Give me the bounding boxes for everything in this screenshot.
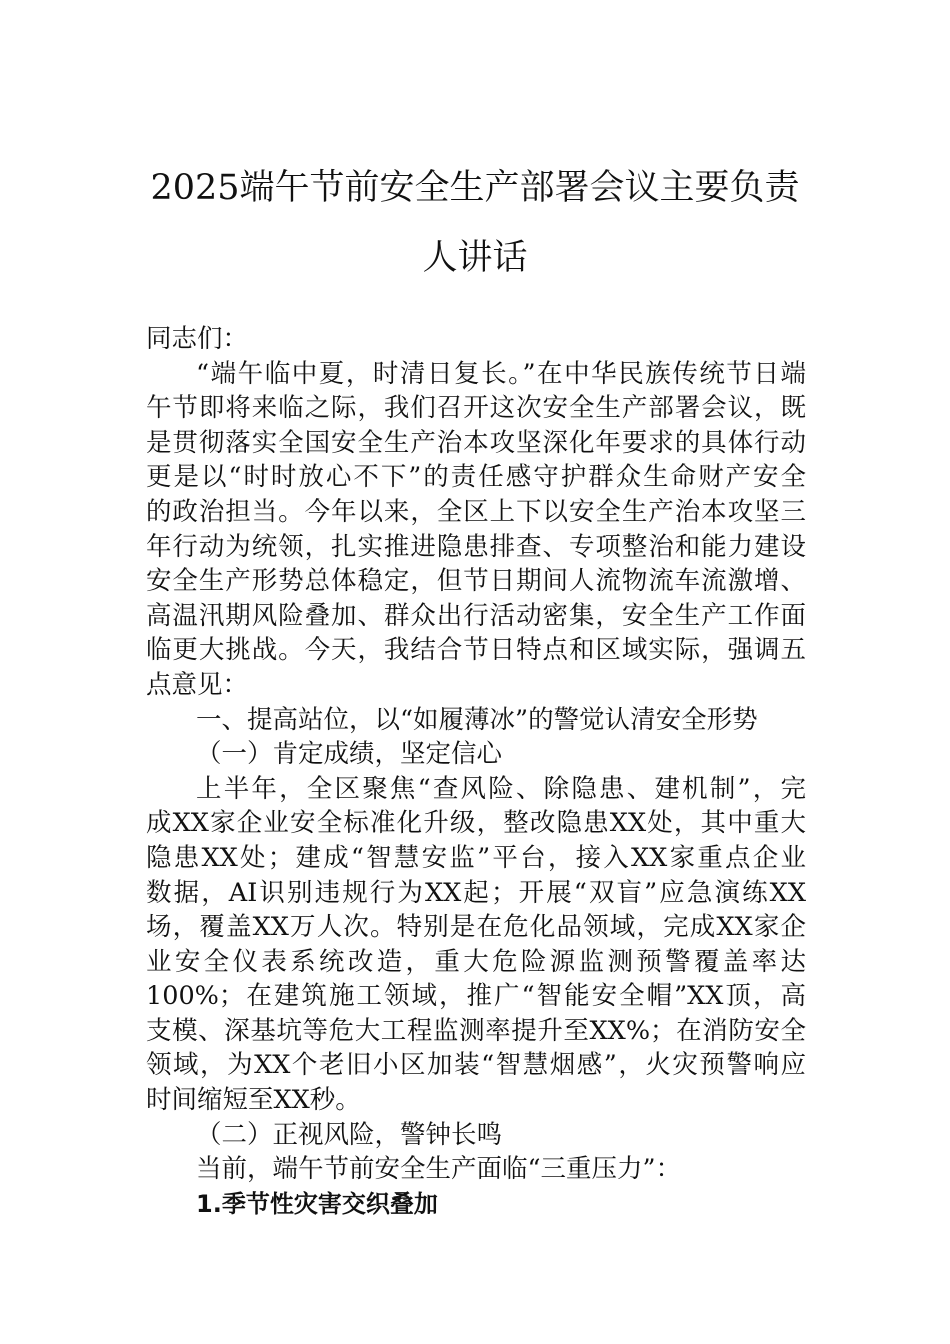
body-text-line: 年行动为统领，扎实推进隐患排查、专项整治和能力建设 xyxy=(146,531,806,562)
document-body xyxy=(146,322,806,1221)
body-text-line: 时间缩短至XX秒。 xyxy=(146,1085,361,1116)
body-text-line: 安全生产形势总体稳定，但节日期间人流物流车流激增、 xyxy=(146,566,806,597)
body-text-line: 场，覆盖XX万人次。特别是在危化品领域，完成XX家企 xyxy=(146,912,806,943)
document-title-line-2: 人讲话 xyxy=(422,238,528,278)
body-text-line: 更是以“时时放心不下”的责任感守护群众生命财产安全 xyxy=(146,462,806,493)
section-heading-line: 1.季节性灾害交织叠加 xyxy=(196,1189,438,1218)
body-text-line: 的政治担当。今年以来，全区上下以安全生产治本攻坚三 xyxy=(146,496,806,527)
body-text-line: 上半年，全区聚焦“查风险、除隐患、建机制”，完 xyxy=(196,773,806,804)
document-title-line-1: 2025端午节前安全生产部署会议主要负责 xyxy=(150,168,800,208)
body-text-line: 点意见： xyxy=(146,669,249,700)
body-text-line: 高温汛期风险叠加、群众出行活动密集，安全生产工作面 xyxy=(146,600,806,631)
body-text-line: 临更大挑战。今天，我结合节日特点和区域实际，强调五 xyxy=(146,635,806,666)
body-text-line: 成XX家企业安全标准化升级，整改隐患XX处，其中重大 xyxy=(146,808,806,839)
body-text-line: 领域，为XX个老旧小区加装“智慧烟感”，火灾预警响应 xyxy=(146,1050,806,1081)
body-text-line: 支模、深基坑等危大工程监测率提升至XX%；在消防安全 xyxy=(146,1015,806,1046)
body-text-line: 同志们： xyxy=(146,324,249,354)
body-text-line: “端午临中夏，时清日复长。”在中华民族传统节日端 xyxy=(196,358,806,389)
body-text-line: 数据，AI识别违规行为XX起；开展“双盲”应急演练XX xyxy=(146,877,806,908)
body-text-line: 是贯彻落实全国安全生产治本攻坚深化年要求的具体行动 xyxy=(146,427,806,458)
body-text-line: 午节即将来临之际，我们召开这次安全生产部署会议，既 xyxy=(146,393,806,424)
body-text-line: 业安全仪表系统改造，重大危险源监测预警覆盖率达 xyxy=(146,946,806,977)
body-text-line: （二）正视风险，警钟长鸣 xyxy=(196,1119,503,1150)
body-text-line: 当前，端午节前安全生产面临“三重压力”： xyxy=(196,1154,682,1185)
body-text-line: 隐患XX处；建成“智慧安监”平台，接入XX家重点企业 xyxy=(146,842,806,873)
body-text-line: （一）肯定成绩，坚定信心 xyxy=(196,739,503,770)
body-text-line: 100%；在建筑施工领域，推广“智能安全帽”XX顶，高 xyxy=(146,981,806,1012)
body-text-line: 一、提高站位，以“如履薄冰”的警觉认清安全形势 xyxy=(196,704,758,735)
